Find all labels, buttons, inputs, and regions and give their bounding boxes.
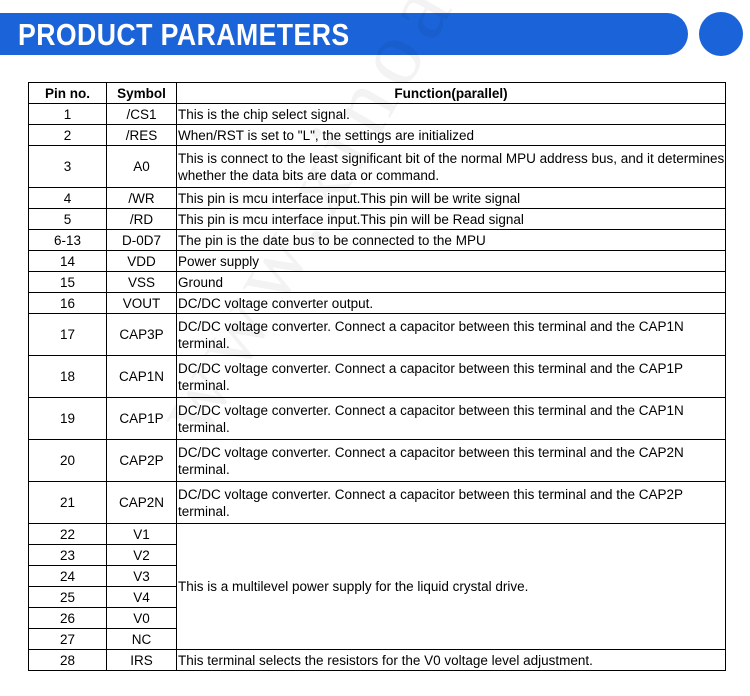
pin-cell: 18 <box>29 356 107 398</box>
pin-cell: 22 <box>29 524 107 545</box>
table-row <box>29 104 726 125</box>
symbol-cell: CAP1N <box>107 356 177 398</box>
table-row <box>29 314 726 356</box>
table-row <box>29 293 726 314</box>
table-row <box>29 209 726 230</box>
function-cell: The pin is the date bus to be connected to the MPU <box>177 230 726 251</box>
pin-cell: 20 <box>29 440 107 482</box>
pin-cell: 24 <box>29 566 107 587</box>
page-title: PRODUCT PARAMETERS <box>18 17 350 52</box>
symbol-cell: A0 <box>107 146 177 188</box>
pin-cell: 27 <box>29 629 107 650</box>
symbol-cell: CAP2P <box>107 440 177 482</box>
function-cell: DC/DC voltage converter. Connect a capacitor between this terminal and the CAP1N terminal. <box>177 398 726 440</box>
table-row <box>29 146 726 188</box>
header-pin-no: Pin no. <box>29 83 107 104</box>
table-row <box>29 272 726 293</box>
pin-cell: 21 <box>29 482 107 524</box>
table-row <box>29 356 726 398</box>
function-cell: This terminal selects the resistors for the V0 voltage level adjustment. <box>177 650 726 671</box>
function-cell-merged: This is a multilevel power supply for the liquid crystal drive. <box>177 524 726 650</box>
symbol-cell: VSS <box>107 272 177 293</box>
pin-cell: 28 <box>29 650 107 671</box>
symbol-cell: D-0D7 <box>107 230 177 251</box>
pin-cell: 2 <box>29 125 107 146</box>
symbol-cell: IRS <box>107 650 177 671</box>
pin-cell: 6-13 <box>29 230 107 251</box>
symbol-cell: CAP3P <box>107 314 177 356</box>
table-row <box>29 524 726 545</box>
pin-cell: 15 <box>29 272 107 293</box>
function-cell: DC/DC voltage converter. Connect a capacitor between this terminal and the CAP1N terminal. <box>177 314 726 356</box>
table-row <box>29 125 726 146</box>
pin-cell: 16 <box>29 293 107 314</box>
pin-cell: 19 <box>29 398 107 440</box>
symbol-cell: /RES <box>107 125 177 146</box>
symbol-cell: /CS1 <box>107 104 177 125</box>
pin-cell: 25 <box>29 587 107 608</box>
symbol-cell: V3 <box>107 566 177 587</box>
table-row <box>29 188 726 209</box>
symbol-cell: /WR <box>107 188 177 209</box>
function-cell: DC/DC voltage converter. Connect a capacitor between this terminal and the CAP1P terminal. <box>177 356 726 398</box>
symbol-cell: CAP1P <box>107 398 177 440</box>
symbol-cell: /RD <box>107 209 177 230</box>
table-row <box>29 230 726 251</box>
pin-cell: 23 <box>29 545 107 566</box>
table-row <box>29 251 726 272</box>
pin-cell: 5 <box>29 209 107 230</box>
pin-cell: 14 <box>29 251 107 272</box>
header-dot-decoration <box>699 12 743 56</box>
header-symbol: Symbol <box>107 83 177 104</box>
function-cell: This pin is mcu interface input.This pin will be write signal <box>177 188 726 209</box>
symbol-cell: VDD <box>107 251 177 272</box>
function-cell: When/RST is set to "L", the settings are initialized <box>177 125 726 146</box>
pin-cell: 3 <box>29 146 107 188</box>
table-header-row <box>29 83 726 104</box>
function-cell: Power supply <box>177 251 726 272</box>
header-function: Function(parallel) <box>177 83 726 104</box>
pin-cell: 1 <box>29 104 107 125</box>
pin-cell: 26 <box>29 608 107 629</box>
symbol-cell: V1 <box>107 524 177 545</box>
table-row <box>29 398 726 440</box>
symbol-cell: V4 <box>107 587 177 608</box>
table-row <box>29 650 726 671</box>
table-row <box>29 482 726 524</box>
function-cell: DC/DC voltage converter. Connect a capacitor between this terminal and the CAP2P terminal. <box>177 482 726 524</box>
function-cell: DC/DC voltage converter output. <box>177 293 726 314</box>
symbol-cell: CAP2N <box>107 482 177 524</box>
table-row <box>29 440 726 482</box>
pin-cell: 17 <box>29 314 107 356</box>
symbol-cell: NC <box>107 629 177 650</box>
pin-cell: 4 <box>29 188 107 209</box>
function-cell: This pin is mcu interface input.This pin will be Read signal <box>177 209 726 230</box>
symbol-cell: VOUT <box>107 293 177 314</box>
symbol-cell: V2 <box>107 545 177 566</box>
function-cell: This is connect to the least significant bit of the normal MPU address bus, and it determines whether the data bits are data or command. <box>177 146 726 188</box>
function-cell: DC/DC voltage converter. Connect a capacitor between this terminal and the CAP2N terminal. <box>177 440 726 482</box>
function-cell: This is the chip select signal. <box>177 104 726 125</box>
function-cell: Ground <box>177 272 726 293</box>
symbol-cell: V0 <box>107 608 177 629</box>
pin-parameters-table <box>28 82 726 671</box>
